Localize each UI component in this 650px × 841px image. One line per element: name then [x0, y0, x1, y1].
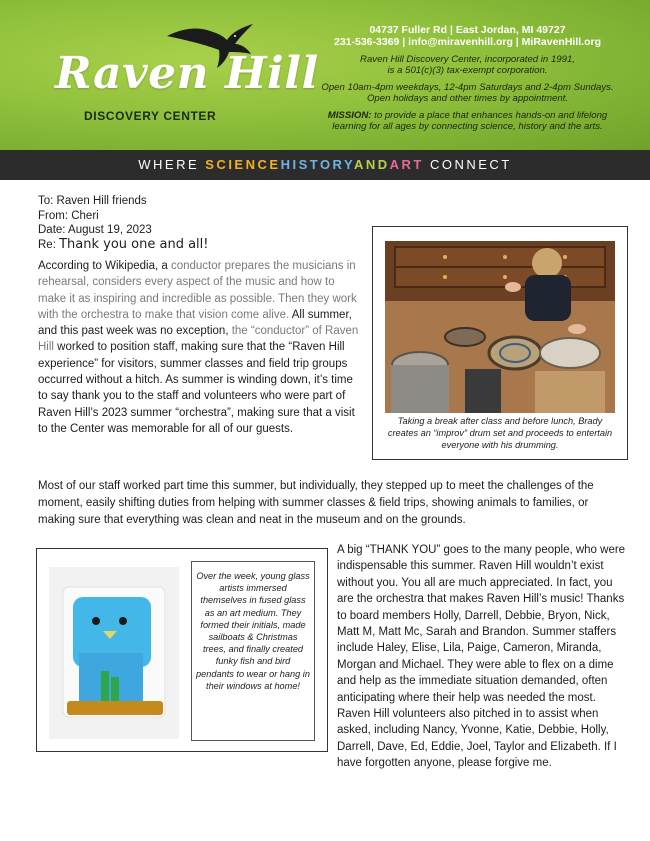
- tagline-and: AND: [353, 157, 390, 172]
- memo-from: From: Cheri: [38, 209, 99, 222]
- tagline-history: HISTORY: [280, 157, 354, 172]
- drumming-photo-caption: Taking a break after class and before lunch, Brady creates an “improv” drum set and proceeds to entertain everyone with his drumming.: [387, 416, 613, 450]
- glass-bird-photo: [49, 567, 179, 739]
- mission-statement: MISSION: to provide a place that enhances hands-on and lifelong learning for all ages by connecting science, history and the arts.: [327, 110, 608, 132]
- letterhead: [0, 0, 650, 150]
- tagline-science: SCIENCE: [205, 157, 281, 172]
- contact-line: 231-536-3369 | info@miravenhill.org | MiRavenHill.org: [333, 36, 602, 48]
- tagline-art: ART: [389, 157, 424, 172]
- memo-date: Date: August 19, 2023: [38, 224, 152, 236]
- memo-to: To: Raven Hill friends: [38, 195, 147, 207]
- memo-subject: Re: Thank you one and all!: [38, 236, 209, 252]
- address: 04737 Fuller Rd | East Jordan, MI 49727: [369, 24, 566, 36]
- tagline-connect: CONNECT: [423, 157, 512, 172]
- corporation-info: Raven Hill Discovery Center, incorporated in 1991, is a 501(c)(3) tax-exempt corporation.: [360, 54, 575, 76]
- thank-you-paragraph: A big “THANK YOU” goes to the many people, who were indispensable this summer. Raven Hill wouldn’t exist without you. You all are much appreciated. In fact, you are the orchestra that makes Raven Hill’s music! Thanks to board members Holly, Darrell, Debbie, Bryon, Nick, Matt M, Matt Mc, Sarah and Brandon. Summer staffers include Haley, Elise, Lila, Paige, Cameron, Miranda, Morgan and Michael. They were able to flex on a dime and help as the immediate situation demanded, often anticipating where their help was needed the most. Raven Hill volunteers also pitched in to assist when asked, including Nancy, Yvonne, Katie, Debbie, Holly, Darrell, Dave, Ed, Eddie, Joel, Taylor and Elizabeth. If I have forgotten anyone, please forgive me.: [337, 544, 626, 770]
- opening-hours: Open 10am-4pm weekdays, 12-4pm Saturdays and 2-4pm Sundays. Open holidays and other times by appointment.: [321, 82, 614, 104]
- drumming-photo-box: [372, 226, 628, 460]
- staff-paragraph: Most of our staff worked part time this summer, but individually, they stepped up to meet the challenges of the moment, easily shifting duties from helping with summer classes & field trips, showing animals to families, or making sure that everything was clean and neat in the museum and on the grounds.: [38, 480, 594, 526]
- contact-block: [300, 24, 635, 132]
- tagline-bar: [0, 150, 650, 180]
- drumming-photo: [385, 241, 615, 413]
- glass-art-box: [36, 548, 328, 752]
- intro-paragraph: According to Wikipedia, a conductor prepares the musicians in rehearsal, considers every aspect of the music and how to make it as inspiring and incredible as possible. Then they work with the orchestra to make that vision come alive. All summer, and this past week was no exception, the “conductor” of Raven Hill worked to position staff, making sure that the “Raven Hill experience” for visitors, summer classes and field trip groups occurred without a hitch. As summer is winding down, it’s time to say thank you to the staff and volunteers who were part of Raven Hill’s 2023 summer “orchestra”, making sure that a visit to the Center was memorable for all of our guests.: [38, 260, 359, 435]
- logo-subtitle: DISCOVERY CENTER: [84, 109, 217, 123]
- tagline-where: WHERE: [138, 157, 206, 172]
- logo-name: Raven Hill: [55, 48, 319, 99]
- glass-art-caption: Over the week, young glass artists immersed themselves in fused glass as an art medium. They formed their initials, made sailboats & Christmas trees, and finally created funky fish and bird pendants to wear or hang in their windows at home!: [191, 561, 315, 741]
- memo-header: [38, 194, 208, 252]
- memo-subject-title: Thank you one and all!: [59, 236, 209, 252]
